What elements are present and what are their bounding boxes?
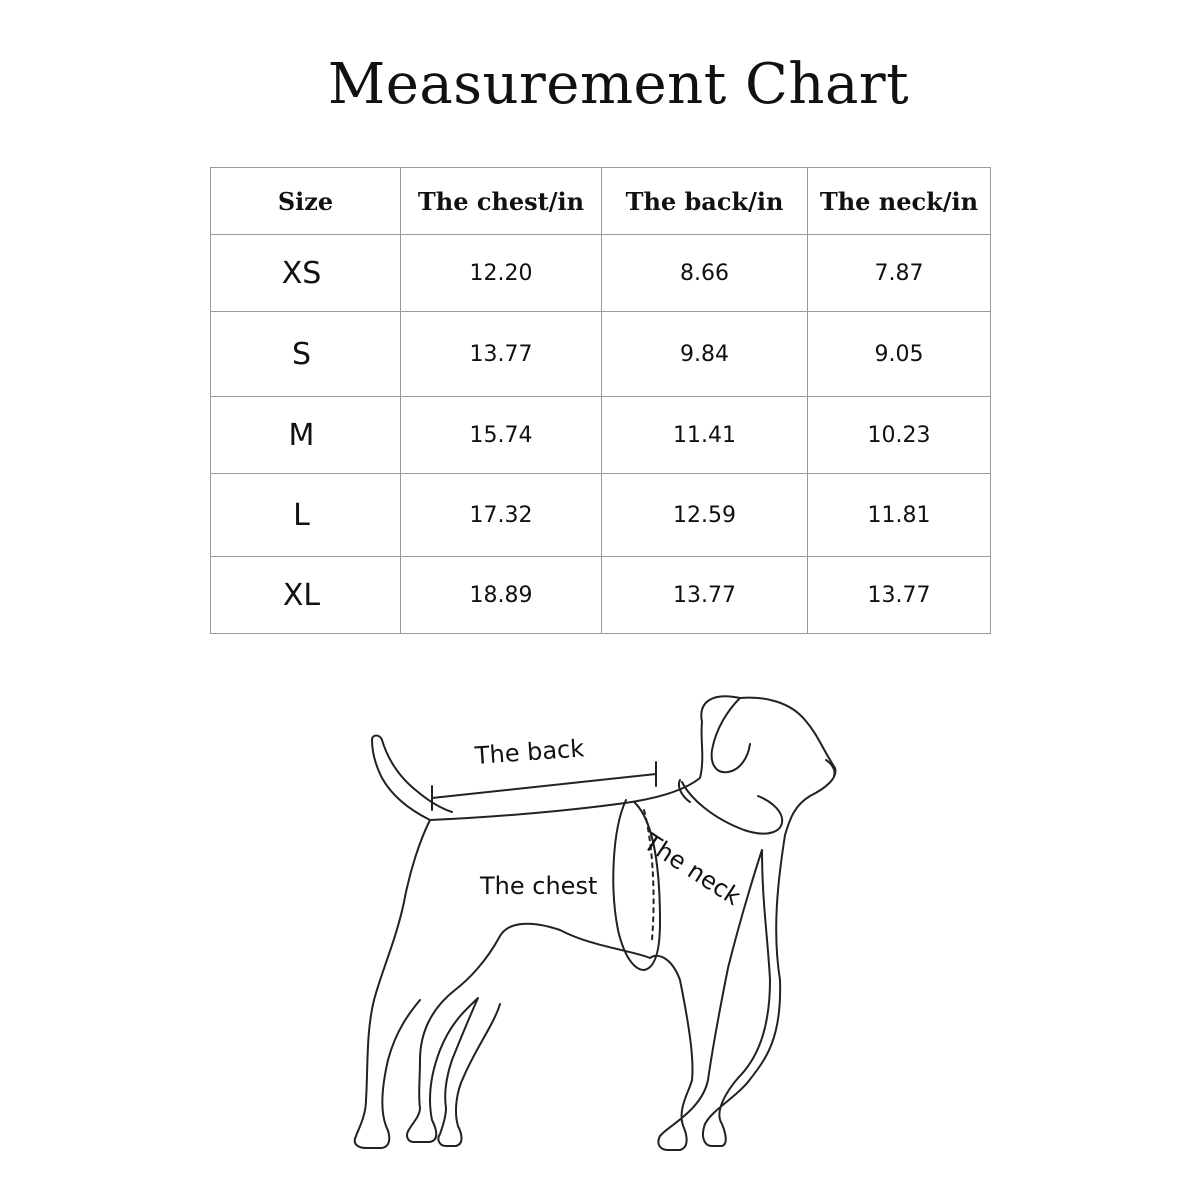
dog-body-outline: [407, 696, 835, 1150]
back-cell: 11.41: [602, 397, 808, 474]
size-cell: M: [211, 397, 401, 474]
dog-outline-illustration: [0, 640, 1200, 1200]
neck-cell: 13.77: [808, 557, 991, 634]
table-row: [211, 312, 991, 397]
neck-cell: 11.81: [808, 474, 991, 557]
table-header-row: [211, 168, 991, 235]
dog-nose-outline: [826, 760, 835, 776]
table-row: [211, 397, 991, 474]
back-measure-line: [432, 774, 656, 798]
header-neck: The neck/in: [808, 168, 991, 235]
neck-label: The neck: [638, 828, 746, 912]
neck-cell: 9.05: [808, 312, 991, 397]
dog-tail-outline: [372, 736, 452, 821]
neck-cell: 7.87: [808, 235, 991, 312]
back-cell: 8.66: [602, 235, 808, 312]
table-row: [211, 474, 991, 557]
size-cell: XL: [211, 557, 401, 634]
header-back: The back/in: [602, 168, 808, 235]
dog-measurement-diagram: [0, 640, 1200, 1200]
chest-cell: 13.77: [401, 312, 602, 397]
neck-measure-loop: [682, 782, 782, 834]
page-title: Measurement Chart: [327, 52, 910, 117]
chest-cell: 12.20: [401, 235, 602, 312]
back-label: The back: [474, 734, 585, 770]
chest-cell: 15.74: [401, 397, 602, 474]
table-row: [211, 235, 991, 312]
header-chest: The chest/in: [401, 168, 602, 235]
size-cell: S: [211, 312, 401, 397]
measurement-table: [210, 167, 991, 634]
dog-ear-outline: [712, 698, 750, 772]
size-cell: L: [211, 474, 401, 557]
chest-label: The chest: [480, 872, 598, 900]
chest-cell: 18.89: [401, 557, 602, 634]
neck-cell: 10.23: [808, 397, 991, 474]
table-row: [211, 557, 991, 634]
size-cell: XS: [211, 235, 401, 312]
header-size: Size: [211, 168, 401, 235]
back-cell: 13.77: [602, 557, 808, 634]
back-cell: 12.59: [602, 474, 808, 557]
chest-cell: 17.32: [401, 474, 602, 557]
back-cell: 9.84: [602, 312, 808, 397]
